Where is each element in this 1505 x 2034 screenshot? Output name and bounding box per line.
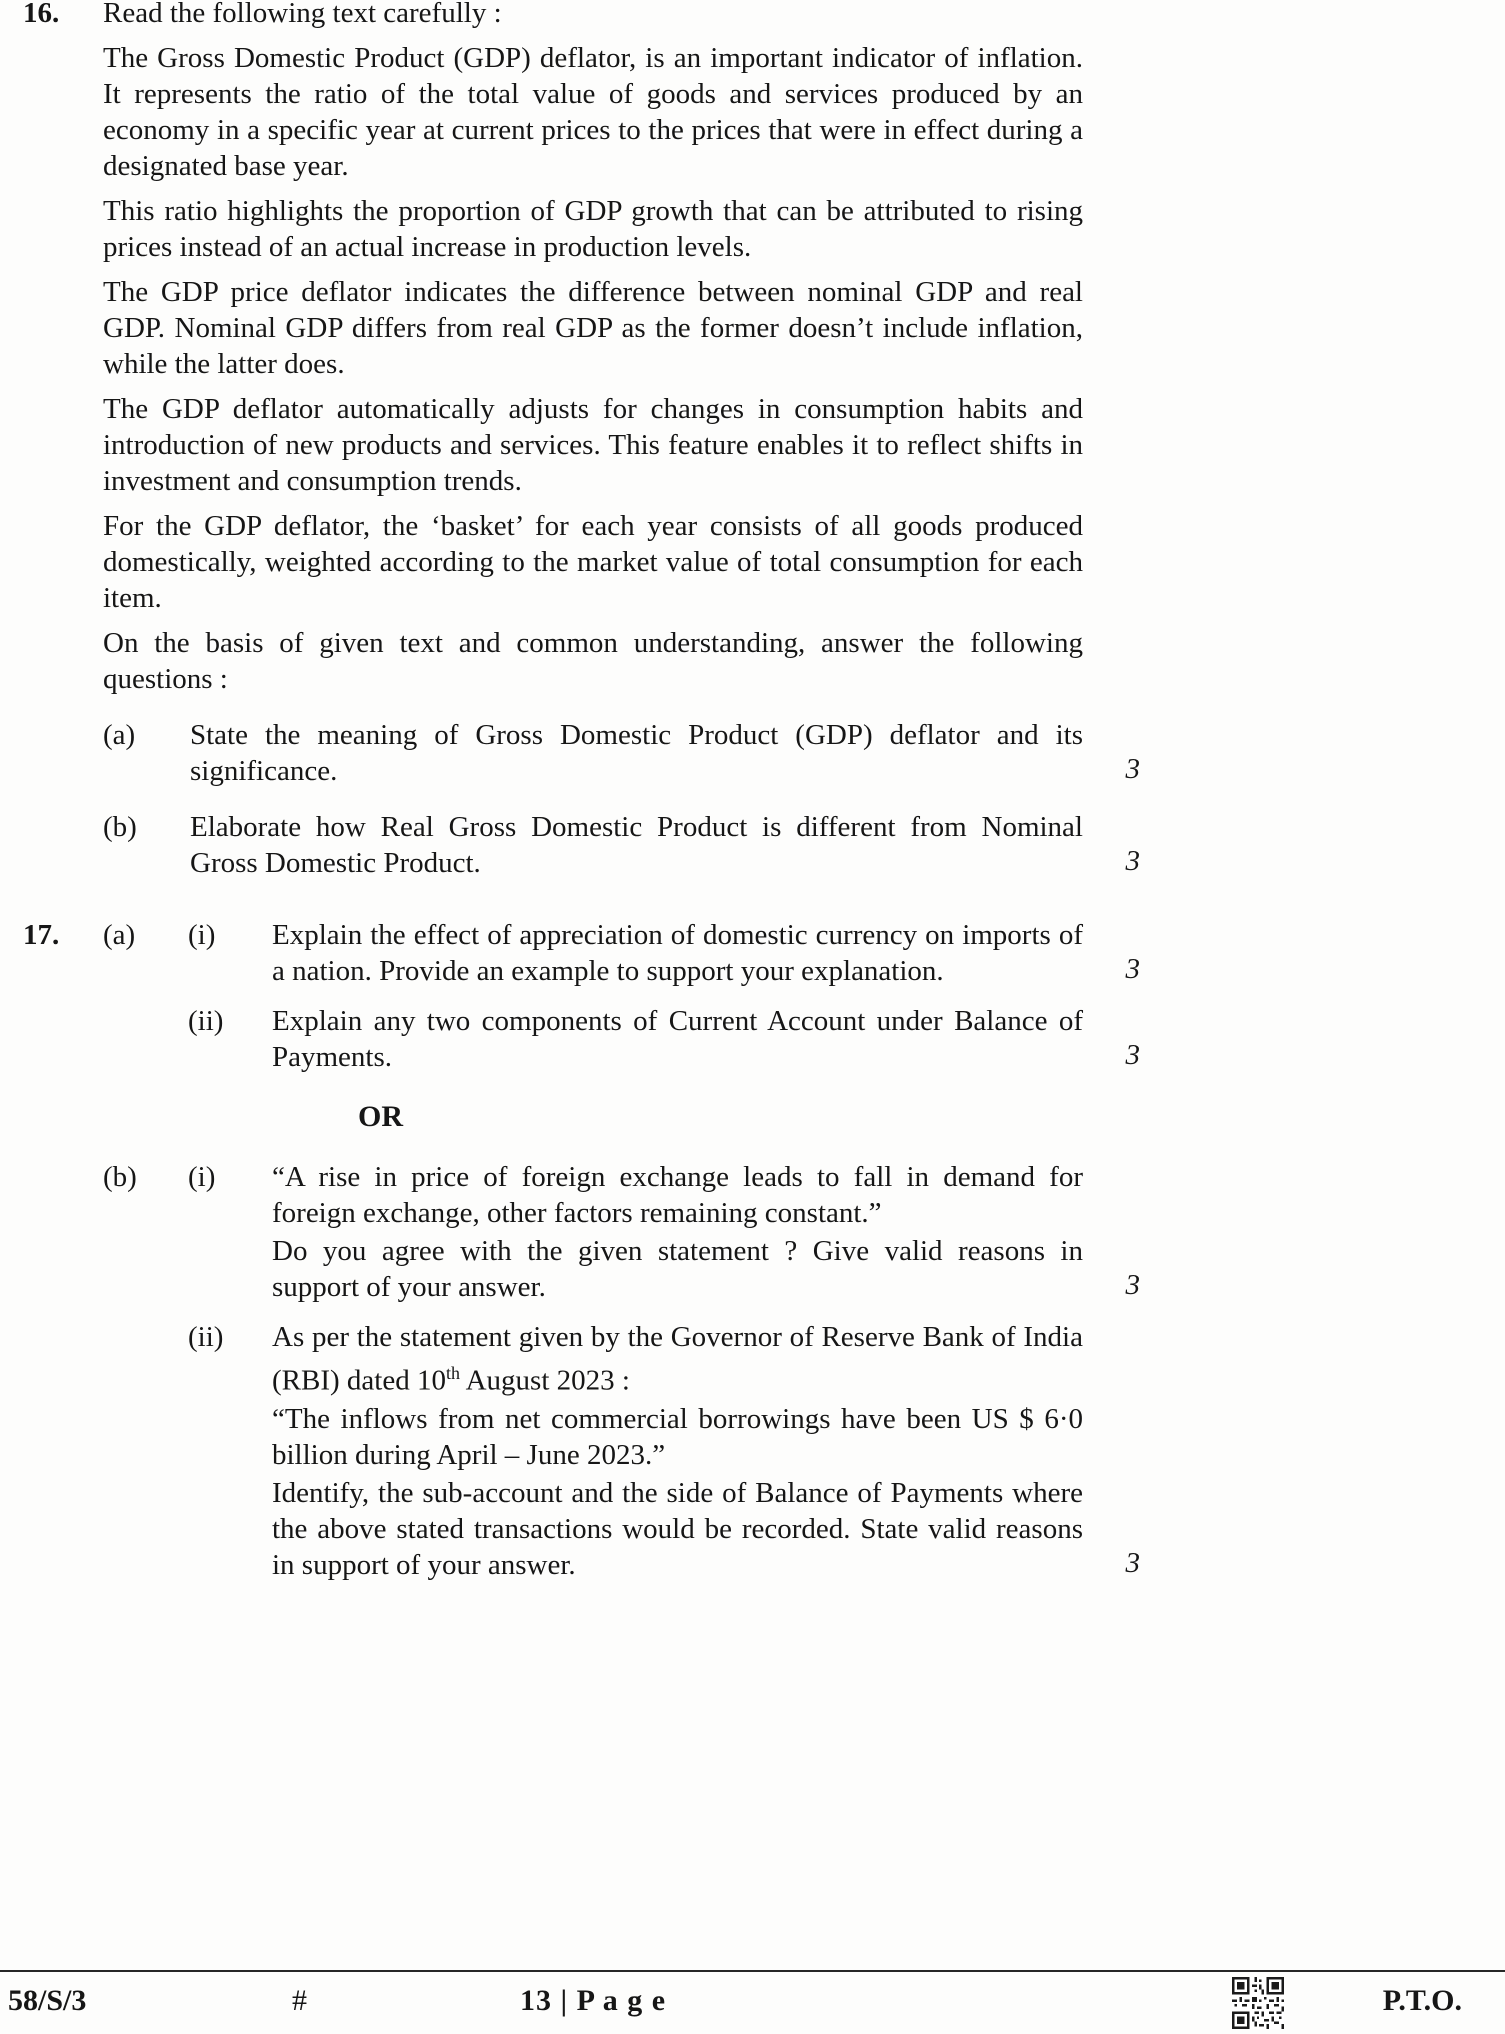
- question-16-intro: Read the following text carefully :: [103, 0, 502, 29]
- item-intro-before: As per the statement given by the Governor of Reserve Bank of India (RBI) dated 10: [272, 1321, 1083, 1397]
- or-separator: OR: [358, 1100, 403, 1133]
- paper-code: 58/S/3: [8, 1984, 87, 2017]
- question-16-body: [103, 0, 1140, 881]
- page-footer: [0, 1970, 1505, 2034]
- question-16-number: 16.: [23, 0, 60, 29]
- part-text: Elaborate how Real Gross Domestic Product is different from Nominal Gross Domestic Product.: [190, 811, 1083, 879]
- hash-mark: #: [292, 1984, 307, 2017]
- qr-code: [1232, 1977, 1284, 2029]
- question-16-part-a: [103, 717, 1140, 789]
- marks-value: 3: [1125, 1269, 1140, 1301]
- item-quote: “The inflows from net commercial borrowings have been US $ 6·0 billion during April – June 2023.”: [272, 1402, 1083, 1471]
- item-label: (ii): [188, 1005, 224, 1037]
- part-label: (b): [103, 1161, 137, 1193]
- question-17-part-b: [103, 1159, 1140, 1583]
- passage-paragraph: The Gross Domestic Product (GDP) deflator, is an important indicator of inflation. It represents the ratio of the total value of goods and services produced by an economy in a specific year at current prices to the prices that were in effect during a designated base year.: [103, 42, 1083, 182]
- question-17: [0, 917, 1505, 1583]
- page-number-label: 13 | P a g e: [520, 1984, 667, 2017]
- part-b-items: [188, 1159, 1140, 1583]
- item-label: (i): [188, 919, 216, 951]
- item-label: (ii): [188, 1321, 224, 1353]
- marks-value: 3: [1125, 1039, 1140, 1071]
- ordinal-superscript: th: [445, 1363, 460, 1383]
- item-intro-after: August 2023 :: [459, 1364, 630, 1397]
- question-17-body: [103, 917, 1140, 1583]
- passage-paragraph: The GDP deflator automatically adjusts for changes in consumption habits and introduction of new products and services. This feature enables it to reflect shifts in investment and consumption trends.: [103, 393, 1083, 497]
- pto-label: P.T.O.: [1382, 1984, 1462, 2017]
- part-label: (a): [103, 919, 136, 951]
- passage-paragraph: This ratio highlights the proportion of GDP growth that can be attributed to rising prices instead of an actual increase in production levels.: [103, 195, 1083, 263]
- question-17-part-a: [103, 917, 1140, 1075]
- item-quote: “A rise in price of foreign exchange leads to fall in demand for foreign exchange, other factors remaining constant.”: [272, 1161, 1083, 1229]
- part-label: (b): [103, 811, 137, 843]
- part-a-item-i: [188, 917, 1140, 989]
- marks-value: 3: [1125, 953, 1140, 985]
- item-paragraph: Explain any two components of Current Account under Balance of Payments.: [272, 1005, 1083, 1073]
- marks-value: 3: [1125, 1546, 1140, 1579]
- part-b-item-ii: [188, 1319, 1140, 1583]
- item-text: [272, 1159, 1083, 1305]
- item-paragraph: Explain the effect of appreciation of domestic currency on imports of a nation. Provide an example to support your explanation.: [272, 919, 1083, 987]
- question-16: [0, 0, 1505, 881]
- item-label: (i): [188, 1161, 216, 1193]
- part-text: State the meaning of Gross Domestic Product (GDP) deflator and its significance.: [190, 719, 1083, 787]
- part-a-item-ii: [188, 1003, 1140, 1075]
- item-text: [272, 1319, 1083, 1583]
- item-text: [272, 917, 1083, 989]
- item-text: [272, 1003, 1083, 1075]
- question-16-part-b: [103, 809, 1140, 881]
- marks-value: 3: [1125, 845, 1140, 877]
- item-intro: [272, 1319, 1083, 1399]
- part-label: (a): [103, 719, 136, 751]
- part-a-items: [188, 917, 1140, 1075]
- passage-paragraph: The GDP price deflator indicates the difference between nominal GDP and real GDP. Nominal GDP differs from real GDP as the former doesn’t include inflation, while the latter does.: [103, 276, 1083, 380]
- part-b-item-i: [188, 1159, 1140, 1305]
- item-task: Identify, the sub-account and the side of Balance of Payments where the above stated transactions would be recorded. State valid reasons in support of your answer.: [272, 1476, 1083, 1581]
- passage-paragraph: On the basis of given text and common understanding, answer the following questions :: [103, 627, 1083, 695]
- passage-paragraph: For the GDP deflator, the ‘basket’ for each year consists of all goods produced domestically, weighted according to the market value of total consumption for each item.: [103, 510, 1083, 614]
- item-question: Do you agree with the given statement ? Give valid reasons in support of your answer.: [272, 1235, 1083, 1303]
- marks-value: 3: [1125, 753, 1140, 785]
- question-17-number: 17.: [23, 919, 60, 951]
